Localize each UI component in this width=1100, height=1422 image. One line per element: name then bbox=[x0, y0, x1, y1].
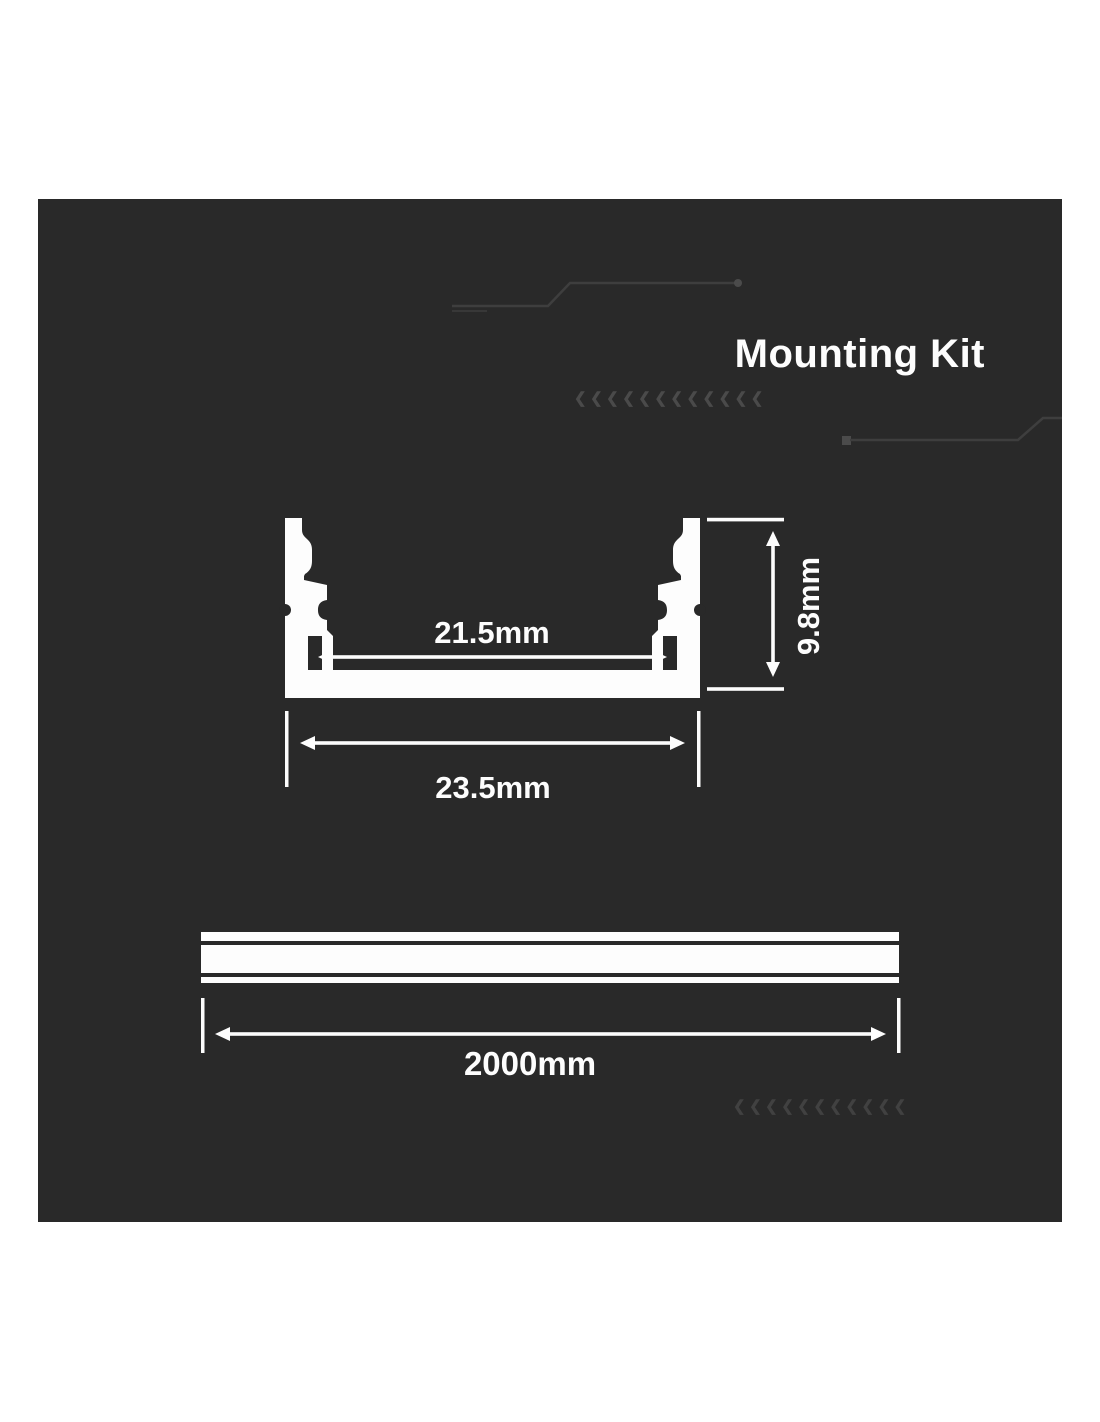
page-title: Mounting Kit bbox=[734, 332, 985, 376]
circuit-trace-top-icon bbox=[452, 279, 742, 311]
dimension-label-outer-width: 23.5mm bbox=[435, 770, 551, 805]
profile-notch-left bbox=[279, 604, 291, 616]
circuit-trace-right-icon bbox=[842, 418, 1062, 445]
profile-slot-left bbox=[308, 636, 322, 670]
chevron-row-top-icon: ❮❮❮❮❮❮❮❮❮❮❮❮ bbox=[574, 390, 767, 407]
dimension-label-length: 2000mm bbox=[463, 1045, 597, 1082]
dimension-inner-width bbox=[318, 650, 667, 664]
profile-notch-right bbox=[694, 604, 706, 616]
dimension-label-height: 9.8mm bbox=[791, 556, 826, 656]
profile-cross-section bbox=[279, 518, 706, 698]
diagram-panel bbox=[38, 199, 1062, 1222]
dimension-height bbox=[707, 518, 784, 691]
chevron-row-bottom-icon: ❮❮❮❮❮❮❮❮❮❮❮ bbox=[733, 1098, 910, 1115]
profile-side-view bbox=[201, 932, 899, 983]
dimension-label-inner-width: 21.5mm bbox=[434, 615, 550, 650]
profile-slot-right bbox=[663, 636, 677, 670]
